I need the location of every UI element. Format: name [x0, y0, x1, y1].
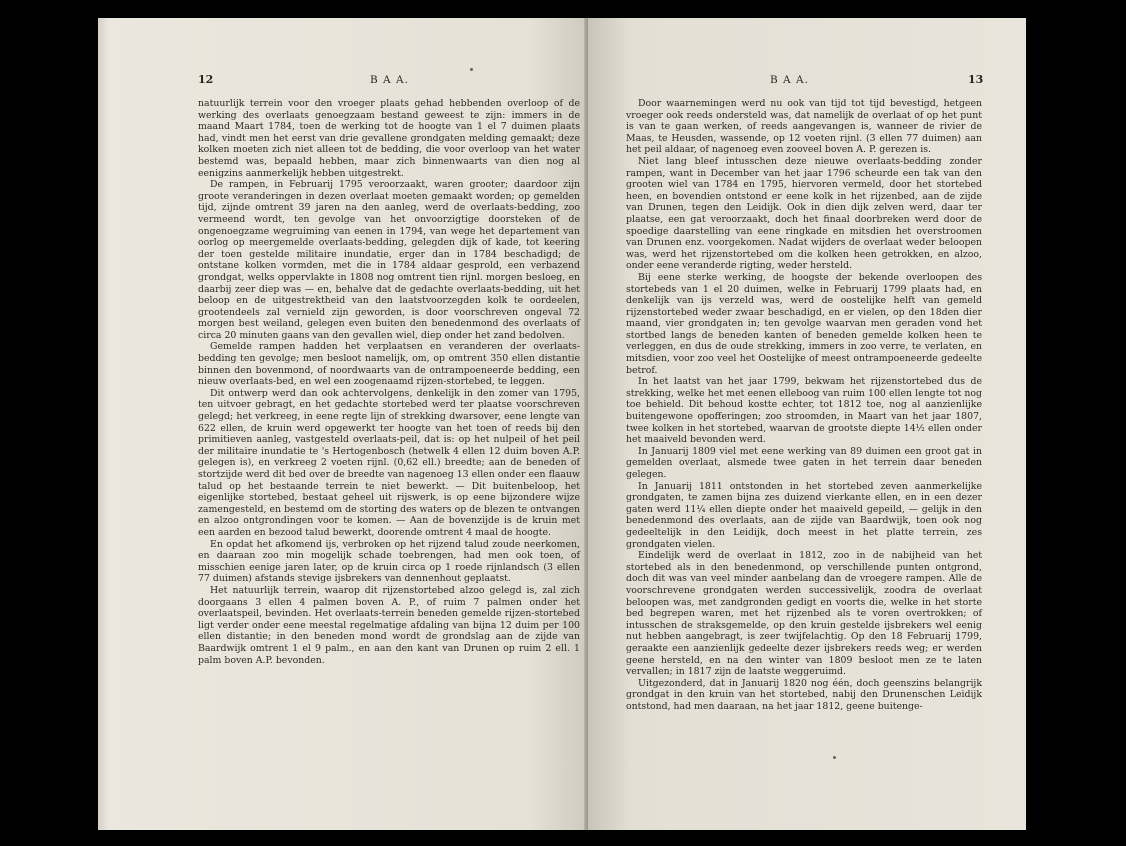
paragraph: Door waarnemingen werd nu ook van tijd tot tijd bevestigd, hetgeen vroeger ook reeds ondersteld was, dat namelijk de overlaat of op het punt is van te gaan werken, of reeds aangevangen is, wanneer de rivier de Maas, te Heusden, wassende, op 12 voeten rijnl. (3 ellen 77 duimen) aan het peil aldaar, of nagenoeg even zooveel boven A. P. gerezen is. — [626, 98, 982, 156]
paragraph: Het natuurlijk terrein, waarop dit rijzenstortebed alzoo gelegd is, zal zich doorgaans 3 ellen 4 palmen boven A. P., of ruim 7 palmen onder het overlaatspeil, bevinden. Het overlaats-terrein beneden gemelde rijzen-stortebed ligt verder onder eene meestal regelmatige afdaling van bijna 12 duim per 100 ellen distantie; in den beneden mond wordt de grondslag aan de zijde van Baardwijk omtrent 1 el 9 palm., en aan den kant van Drunen op ruim 2 ell. 1 palm boven A.P. bevonden. — [198, 584, 580, 666]
book-spread — [98, 18, 1026, 830]
left-page-text — [198, 98, 580, 666]
paragraph: Bij eene sterke werking, de hoogste der bekende overloopen des stortebeds van 1 el 20 duimen, welke in Februarij 1799 plaats had, en denkelijk van ijs verzeld was, werd de oostelijke helft van gemeld rijzenstortebed weder zwaar beschadigd, en er vielen, op den 18den dier maand, vier grondgaten in; ten gevolge waarvan men geraden vond het stortbed langs de beneden kanten of beneden gemelde kolken heen te verleggen, en dus de oude strekking, immers in zoo verre, te verlaten, en mitsdien, voor zoo veel het Oostelijke of meest ontrampoeneerde gedeelte betrof. — [626, 271, 982, 376]
page-edge — [98, 18, 108, 830]
paragraph: Uitgezonderd, dat in Januarij 1820 nog één, doch geenszins belangrijk grondgat in den kruin van het stortebed, nabij den Drunenschen Leidijk ontstond, had men daaraan, na het jaar 1812, geene buitenge- — [626, 677, 982, 712]
running-head-left: B A A. — [370, 74, 409, 86]
paragraph: natuurlijk terrein voor den vroeger plaats gehad hebbenden overloop of de werking des overlaats genoegzaam bestand geweest te zijn: immers in de maand Maart 1784, toen de werking tot de hoogte van 1 el 7 duimen plaats had, vindt men het eerst van drie gevallene grondgaten melding gemaakt; deze kolken moeten zich niet alleen tot de bedding, die voor overloop van het water bestemd was, bepaald hebben, maar zich binnenwaarts van dien nog al eenigzins aanmerkelijk hebben uitgestrekt. — [198, 98, 580, 179]
running-head-right: B A A. — [770, 74, 809, 86]
paragraph: In Januarij 1811 ontstonden in het stortebed zeven aanmerkelijke grondgaten, te zamen bijna zes duizend vierkante ellen, en in een dezer gaten werd 11¼ ellen diepte onder het maaiveld gepeild, — gelijk in den benedenmond des overlaats, aan de zijde van Baardwijk, toen ook nog gedeeltelijk in den Leidijk, doch meest in het platte terrein, zes grondgaten vielen. — [626, 480, 982, 550]
paragraph: Eindelijk werd de overlaat in 1812, zoo in de nabijheid van het stortebed als in den benedenmond, op verschillende punten ontgrond, doch dit was van veel minder aanbelang dan de vroegere rampen. Alle de voorschrevene grondgaten werden successivelijk, zoodra de overlaat beloopen was, met zandgronden gedigt en voorts die, welke in het storte bed begrepen waren, met het rijzenbed als te voren overtrokken; of intusschen de straksgemelde, op den kruin gestelde ijsbrekers wel eenig nut hebben aangebragt, is zeer twijfelachtig. Op den 18 Februarij 1799, geraakte een aanzienlijk gedeelte dezer ijsbrekers reeds weg; er werden geene hersteld, en na den winter van 1809 besloot men ze te laten vervallen; in 1817 zijn de laatste weggeruimd. — [626, 550, 982, 678]
paragraph: Dit ontwerp werd dan ook achtervolgens, denkelijk in den zomer van 1795, ten uitvoer gebragt, en het gedachte stortebed werd ter plaatse voorschreven gelegd; het verkreeg, in eene regte lijn of strekking dwarsover, eene lengte van 622 ellen, de kruin werd opgewerkt ter hoogte van het toen of reeds bij den primitieven aanleg, vastgesteld overlaats-peil, dat is: op het nulpeil of het peil der militaire inundatie te 's Hertogenbosch (hetwelk 4 ellen 12 duim boven A.P. gelegen is), en verkreeg 2 voeten rijnl. (0,62 ell.) breedte; aan de beneden of stortzijde werd dit bed over de breedte van nagenoeg 13 ellen onder een flaauw talud op het bestaande terrein te niet bewerkt. — Dit buitenbeloop, het eigenlijke stortebed, bestaat geheel uit rijswerk, is op eene bijzondere wijze zamengesteld, en bestemd om de storting des waters op de blezen te ontvangen en alzoo ontgrondingen voor te komen. — Aan de bovenzijde is de kruin met een aarden en bezood talud bewerkt, doorende omtrent 4 maal de hoogte. — [198, 387, 580, 538]
paragraph: Gemelde rampen hadden het verplaatsen en veranderen der overlaats-bedding ten gevolge; men besloot namelijk, om, op omtrent 350 ellen distantie binnen den bovenmond, of noordwaarts van de ontrampoeneerde bedding, een nieuw overlaats-bed, en wel een zoogenaamd rijzen-stortebed, te leggen. — [198, 341, 580, 388]
paragraph: Niet lang bleef intusschen deze nieuwe overlaats-bedding zonder rampen, want in December van het jaar 1796 scheurde een tak van den grooten wiel van 1784 en 1795, hiervoren vermeld, door het stortebed heen, en bovendien ontstond er eene kolk in het rijzenbed, aan de zijde van Drunen, tegen den Leidijk. Ook in dien dijk zelven werd, daar ter plaatse, een gat veroorzaakt, doch het finaal doorbreken werd door de spoedige daarstelling van eene ringkade en mitsdien het overstroomen van Drunen enz. voorgekomen. Nadat wijders de overlaat weder beloopen was, werd het rijzenstortebed om die kolken heen getrokken, en alzoo, onder eene veranderde rigting, weder hersteld. — [626, 155, 982, 272]
right-page-text — [626, 98, 982, 712]
paragraph: In Januarij 1809 viel met eene werking van 89 duimen een groot gat in gemelden overlaat, alsmede twee gaten in het terrein daar beneden gelegen. — [626, 445, 982, 480]
page-number-left: 12 — [198, 73, 214, 86]
paragraph: In het laatst van het jaar 1799, bekwam het rijzenstortebed dus de strekking, welke het met eenen elleboog van ruim 100 ellen lengte tot nog toe behield. Dit behoud kostte echter, tot 1812 toe, nog al aanzienlijke buitengewone opofferingen; zoo stroomden, in Maart van het jaar 1807, twee kolken in het stortebed, waarvan de grootste diepte 14½ ellen onder het maaiveld bevonden werd. — [626, 376, 982, 446]
speck — [833, 756, 836, 759]
paragraph: En opdat het afkomend ijs, verbroken op het rijzend talud zoude neerkomen, en daaraan zoo min mogelijk schade toebrengen, had men ook toen, of misschien eenige jaren later, op de kruin circa op 1 roede rijnlandsch (3 ellen 77 duimen) afstands stevige ijsbrekers van dennenhout geplaatst. — [198, 538, 580, 585]
paragraph: De rampen, in Februarij 1795 veroorzaakt, waren grooter; daardoor zijn groote veranderingen in dezen overlaat moeten gemaakt worden; op gemelden tijd, zijnde omtrent 39 jaren na den aanleg, werd de overlaats-bedding, zoo vermeend wordt, ten gevolge van het onvoorzigtige doorsteken of de ongenoegzame wegruiming van eenen in 1794, van wege het departement van oorlog op meergemelde overlaats-bedding, gelegden dijk of kade, tot keering der toen gestelde militaire inundatie, erger dan in 1784 beschadigd; de ontstane kolken vormden, met die in 1784 aldaar gesprold, een verbazend grondgat, welks oppervlakte in 1808 nog omtrent tien rijnl. morgen besloeg, en daarbij zeer diep was — en, behalve dat de gedachte overlaats-bedding, uit het beloop en de uitgestrektheid van den laatstvoorzegden kolk te oordeelen, grootendeels zal vernield zijn geworden, is door voorschreven ongeval 72 morgen best weiland, gelegen even buiten den benedenmond des overlaats of circa 20 minuten gaans van den gevallen wiel, diep onder het zand bedolven. — [198, 179, 580, 341]
right-page — [588, 18, 1026, 830]
left-page — [98, 18, 588, 830]
speck — [470, 68, 473, 71]
page-number-right: 13 — [968, 73, 984, 86]
